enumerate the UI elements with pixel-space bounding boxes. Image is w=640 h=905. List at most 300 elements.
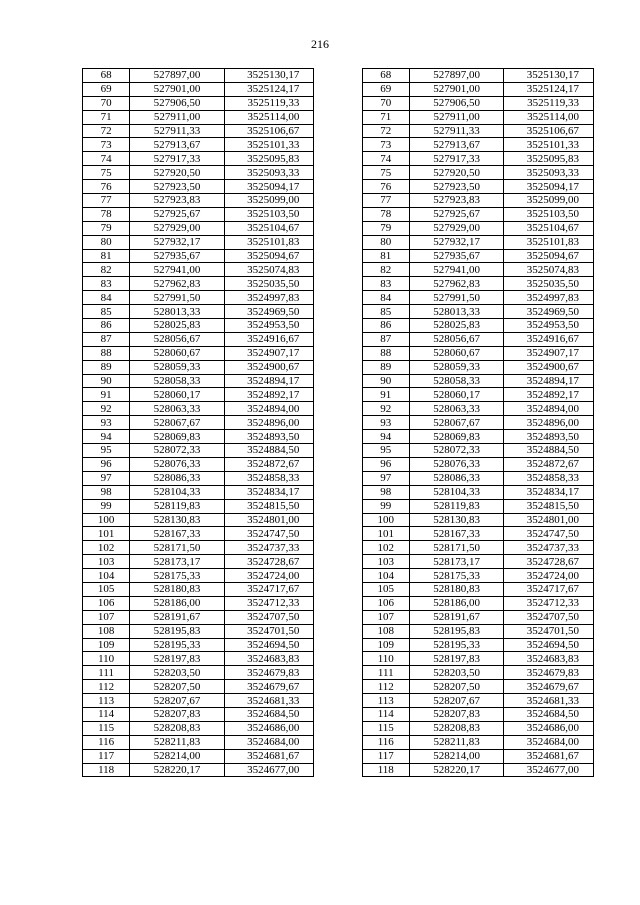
left-y-coordinate-cell: 3524893,50	[224, 430, 314, 444]
left-y-coordinate-cell: 3524858,33	[224, 471, 314, 485]
right-x-coordinate-cell: 528060,17	[409, 388, 504, 402]
column-gap	[314, 221, 362, 235]
left-point-number-cell: 110	[83, 652, 130, 666]
right-y-coordinate-cell: 3524728,67	[504, 555, 594, 569]
right-y-coordinate-cell: 3524916,67	[504, 332, 594, 346]
right-point-number-cell: 87	[362, 332, 409, 346]
coordinates-table	[82, 68, 594, 777]
right-y-coordinate-cell: 3525103,50	[504, 207, 594, 221]
right-point-number-cell: 107	[362, 610, 409, 624]
left-point-number-cell: 89	[83, 360, 130, 374]
column-gap	[314, 96, 362, 110]
right-y-coordinate-cell: 3525104,67	[504, 221, 594, 235]
left-x-coordinate-cell: 528191,67	[130, 610, 225, 624]
table-row	[83, 207, 594, 221]
right-x-coordinate-cell: 528175,33	[409, 569, 504, 583]
right-y-coordinate-cell: 3524815,50	[504, 499, 594, 513]
column-gap	[314, 457, 362, 471]
table-row	[83, 374, 594, 388]
right-y-coordinate-cell: 3524679,83	[504, 666, 594, 680]
right-point-number-cell: 89	[362, 360, 409, 374]
right-point-number-cell: 115	[362, 721, 409, 735]
left-point-number-cell: 98	[83, 485, 130, 499]
left-point-number-cell: 85	[83, 305, 130, 319]
right-point-number-cell: 74	[362, 152, 409, 166]
right-x-coordinate-cell: 527911,33	[409, 124, 504, 138]
table-row	[83, 110, 594, 124]
right-x-coordinate-cell: 527923,50	[409, 180, 504, 194]
right-x-coordinate-cell: 528167,33	[409, 527, 504, 541]
column-gap	[314, 541, 362, 555]
right-x-coordinate-cell: 527941,00	[409, 263, 504, 277]
left-point-number-cell: 80	[83, 235, 130, 249]
left-point-number-cell: 75	[83, 166, 130, 180]
table-row	[83, 694, 594, 708]
column-gap	[314, 596, 362, 610]
left-point-number-cell: 78	[83, 207, 130, 221]
right-x-coordinate-cell: 528207,67	[409, 694, 504, 708]
column-gap	[314, 485, 362, 499]
table-row	[83, 138, 594, 152]
left-y-coordinate-cell: 3524694,50	[224, 638, 314, 652]
table-row	[83, 624, 594, 638]
right-point-number-cell: 117	[362, 749, 409, 763]
left-y-coordinate-cell: 3524677,00	[224, 763, 314, 777]
left-y-coordinate-cell: 3525104,67	[224, 221, 314, 235]
right-point-number-cell: 105	[362, 582, 409, 596]
left-x-coordinate-cell: 528175,33	[130, 569, 225, 583]
column-gap	[314, 582, 362, 596]
left-point-number-cell: 105	[83, 582, 130, 596]
left-y-coordinate-cell: 3524997,83	[224, 291, 314, 305]
left-point-number-cell: 71	[83, 110, 130, 124]
left-point-number-cell: 104	[83, 569, 130, 583]
left-point-number-cell: 113	[83, 694, 130, 708]
column-gap	[314, 694, 362, 708]
left-y-coordinate-cell: 3524892,17	[224, 388, 314, 402]
table-row	[83, 416, 594, 430]
left-x-coordinate-cell: 528208,83	[130, 721, 225, 735]
table-row	[83, 430, 594, 444]
right-point-number-cell: 114	[362, 707, 409, 721]
right-y-coordinate-cell: 3524884,50	[504, 444, 594, 458]
left-y-coordinate-cell: 3524953,50	[224, 319, 314, 333]
right-x-coordinate-cell: 528195,33	[409, 638, 504, 652]
left-x-coordinate-cell: 528195,83	[130, 624, 225, 638]
right-x-coordinate-cell: 528072,33	[409, 444, 504, 458]
table-row	[83, 291, 594, 305]
right-point-number-cell: 96	[362, 457, 409, 471]
right-y-coordinate-cell: 3525074,83	[504, 263, 594, 277]
column-gap	[314, 513, 362, 527]
left-x-coordinate-cell: 527991,50	[130, 291, 225, 305]
table-row	[83, 319, 594, 333]
left-x-coordinate-cell: 528203,50	[130, 666, 225, 680]
left-x-coordinate-cell: 527935,67	[130, 249, 225, 263]
right-y-coordinate-cell: 3525099,00	[504, 194, 594, 208]
left-y-coordinate-cell: 3524724,00	[224, 569, 314, 583]
column-gap	[314, 152, 362, 166]
right-x-coordinate-cell: 527925,67	[409, 207, 504, 221]
right-y-coordinate-cell: 3525101,33	[504, 138, 594, 152]
left-point-number-cell: 82	[83, 263, 130, 277]
left-point-number-cell: 114	[83, 707, 130, 721]
left-y-coordinate-cell: 3524896,00	[224, 416, 314, 430]
left-y-coordinate-cell: 3524884,50	[224, 444, 314, 458]
table-row	[83, 763, 594, 777]
left-x-coordinate-cell: 528063,33	[130, 402, 225, 416]
right-point-number-cell: 113	[362, 694, 409, 708]
column-gap	[314, 499, 362, 513]
table-row	[83, 360, 594, 374]
table-row	[83, 235, 594, 249]
column-gap	[314, 680, 362, 694]
left-point-number-cell: 118	[83, 763, 130, 777]
left-point-number-cell: 91	[83, 388, 130, 402]
right-point-number-cell: 76	[362, 180, 409, 194]
right-x-coordinate-cell: 528195,83	[409, 624, 504, 638]
right-x-coordinate-cell: 527929,00	[409, 221, 504, 235]
left-x-coordinate-cell: 527941,00	[130, 263, 225, 277]
left-point-number-cell: 100	[83, 513, 130, 527]
left-y-coordinate-cell: 3524728,67	[224, 555, 314, 569]
table-row	[83, 721, 594, 735]
table-row	[83, 69, 594, 83]
right-point-number-cell: 86	[362, 319, 409, 333]
right-x-coordinate-cell: 527923,83	[409, 194, 504, 208]
right-x-coordinate-cell: 527911,00	[409, 110, 504, 124]
page-number: 216	[311, 37, 329, 51]
right-point-number-cell: 94	[362, 430, 409, 444]
column-gap	[314, 527, 362, 541]
left-x-coordinate-cell: 527923,50	[130, 180, 225, 194]
column-gap	[314, 652, 362, 666]
right-x-coordinate-cell: 528220,17	[409, 763, 504, 777]
column-gap	[314, 110, 362, 124]
right-point-number-cell: 118	[362, 763, 409, 777]
table-row	[83, 527, 594, 541]
left-x-coordinate-cell: 528056,67	[130, 332, 225, 346]
right-y-coordinate-cell: 3525119,33	[504, 96, 594, 110]
left-point-number-cell: 115	[83, 721, 130, 735]
column-gap	[314, 569, 362, 583]
left-y-coordinate-cell: 3525035,50	[224, 277, 314, 291]
table-row	[83, 194, 594, 208]
right-x-coordinate-cell: 527913,67	[409, 138, 504, 152]
table-row	[83, 166, 594, 180]
right-x-coordinate-cell: 527962,83	[409, 277, 504, 291]
column-gap	[314, 305, 362, 319]
right-point-number-cell: 102	[362, 541, 409, 555]
right-x-coordinate-cell: 528171,50	[409, 541, 504, 555]
column-gap	[314, 69, 362, 83]
right-point-number-cell: 103	[362, 555, 409, 569]
column-gap	[314, 721, 362, 735]
left-x-coordinate-cell: 528013,33	[130, 305, 225, 319]
right-y-coordinate-cell: 3524858,33	[504, 471, 594, 485]
left-x-coordinate-cell: 528195,33	[130, 638, 225, 652]
left-y-coordinate-cell: 3524894,17	[224, 374, 314, 388]
left-y-coordinate-cell: 3524681,33	[224, 694, 314, 708]
left-x-coordinate-cell: 528220,17	[130, 763, 225, 777]
left-x-coordinate-cell: 528186,00	[130, 596, 225, 610]
left-point-number-cell: 83	[83, 277, 130, 291]
right-y-coordinate-cell: 3524907,17	[504, 346, 594, 360]
right-point-number-cell: 68	[362, 69, 409, 83]
column-gap	[314, 194, 362, 208]
right-point-number-cell: 116	[362, 735, 409, 749]
right-point-number-cell: 92	[362, 402, 409, 416]
right-y-coordinate-cell: 3525106,67	[504, 124, 594, 138]
table-row	[83, 471, 594, 485]
left-point-number-cell: 116	[83, 735, 130, 749]
left-point-number-cell: 73	[83, 138, 130, 152]
left-point-number-cell: 90	[83, 374, 130, 388]
left-x-coordinate-cell: 528025,83	[130, 319, 225, 333]
right-point-number-cell: 91	[362, 388, 409, 402]
left-y-coordinate-cell: 3525106,67	[224, 124, 314, 138]
table-row	[83, 652, 594, 666]
left-y-coordinate-cell: 3525114,00	[224, 110, 314, 124]
table-row	[83, 485, 594, 499]
left-x-coordinate-cell: 527962,83	[130, 277, 225, 291]
column-gap	[314, 707, 362, 721]
right-x-coordinate-cell: 528180,83	[409, 582, 504, 596]
right-y-coordinate-cell: 3524893,50	[504, 430, 594, 444]
table-row	[83, 124, 594, 138]
left-y-coordinate-cell: 3524679,83	[224, 666, 314, 680]
left-point-number-cell: 69	[83, 82, 130, 96]
right-y-coordinate-cell: 3524900,67	[504, 360, 594, 374]
column-gap	[314, 138, 362, 152]
left-x-coordinate-cell: 528060,17	[130, 388, 225, 402]
right-point-number-cell: 81	[362, 249, 409, 263]
left-point-number-cell: 108	[83, 624, 130, 638]
right-y-coordinate-cell: 3524681,33	[504, 694, 594, 708]
right-point-number-cell: 104	[362, 569, 409, 583]
left-y-coordinate-cell: 3525124,17	[224, 82, 314, 96]
table-row	[83, 555, 594, 569]
right-point-number-cell: 88	[362, 346, 409, 360]
table-row	[83, 82, 594, 96]
column-gap	[314, 555, 362, 569]
left-point-number-cell: 84	[83, 291, 130, 305]
column-gap	[314, 471, 362, 485]
column-gap	[314, 374, 362, 388]
left-y-coordinate-cell: 3525095,83	[224, 152, 314, 166]
right-point-number-cell: 112	[362, 680, 409, 694]
column-gap	[314, 319, 362, 333]
left-x-coordinate-cell: 527932,17	[130, 235, 225, 249]
left-y-coordinate-cell: 3525101,83	[224, 235, 314, 249]
right-x-coordinate-cell: 528063,33	[409, 402, 504, 416]
left-point-number-cell: 96	[83, 457, 130, 471]
table-row	[83, 332, 594, 346]
right-x-coordinate-cell: 528197,83	[409, 652, 504, 666]
left-x-coordinate-cell: 528076,33	[130, 457, 225, 471]
right-y-coordinate-cell: 3525094,67	[504, 249, 594, 263]
table-row	[83, 402, 594, 416]
left-y-coordinate-cell: 3524894,00	[224, 402, 314, 416]
table-row	[83, 249, 594, 263]
right-point-number-cell: 90	[362, 374, 409, 388]
right-y-coordinate-cell: 3525093,33	[504, 166, 594, 180]
right-x-coordinate-cell: 528186,00	[409, 596, 504, 610]
column-gap	[314, 402, 362, 416]
right-point-number-cell: 110	[362, 652, 409, 666]
right-y-coordinate-cell: 3524677,00	[504, 763, 594, 777]
table-row	[83, 388, 594, 402]
right-point-number-cell: 108	[362, 624, 409, 638]
right-y-coordinate-cell: 3525094,17	[504, 180, 594, 194]
right-point-number-cell: 72	[362, 124, 409, 138]
right-y-coordinate-cell: 3524684,00	[504, 735, 594, 749]
right-point-number-cell: 109	[362, 638, 409, 652]
left-x-coordinate-cell: 527920,50	[130, 166, 225, 180]
left-y-coordinate-cell: 3524684,00	[224, 735, 314, 749]
left-y-coordinate-cell: 3524712,33	[224, 596, 314, 610]
right-point-number-cell: 78	[362, 207, 409, 221]
right-point-number-cell: 71	[362, 110, 409, 124]
left-y-coordinate-cell: 3525101,33	[224, 138, 314, 152]
right-x-coordinate-cell: 528119,83	[409, 499, 504, 513]
table-row	[83, 541, 594, 555]
column-gap	[314, 291, 362, 305]
left-y-coordinate-cell: 3524707,50	[224, 610, 314, 624]
left-y-coordinate-cell: 3524701,50	[224, 624, 314, 638]
right-y-coordinate-cell: 3524707,50	[504, 610, 594, 624]
table-row	[83, 221, 594, 235]
left-y-coordinate-cell: 3525099,00	[224, 194, 314, 208]
left-point-number-cell: 107	[83, 610, 130, 624]
right-point-number-cell: 70	[362, 96, 409, 110]
left-y-coordinate-cell: 3525094,17	[224, 180, 314, 194]
right-x-coordinate-cell: 527917,33	[409, 152, 504, 166]
left-point-number-cell: 76	[83, 180, 130, 194]
column-gap	[314, 277, 362, 291]
left-y-coordinate-cell: 3525103,50	[224, 207, 314, 221]
column-gap	[314, 416, 362, 430]
right-y-coordinate-cell: 3524894,00	[504, 402, 594, 416]
left-x-coordinate-cell: 528211,83	[130, 735, 225, 749]
right-x-coordinate-cell: 528207,50	[409, 680, 504, 694]
right-x-coordinate-cell: 528207,83	[409, 707, 504, 721]
right-point-number-cell: 79	[362, 221, 409, 235]
right-point-number-cell: 100	[362, 513, 409, 527]
column-gap	[314, 610, 362, 624]
left-point-number-cell: 94	[83, 430, 130, 444]
left-point-number-cell: 86	[83, 319, 130, 333]
column-gap	[314, 82, 362, 96]
left-point-number-cell: 93	[83, 416, 130, 430]
table-row	[83, 305, 594, 319]
table-row	[83, 96, 594, 110]
left-x-coordinate-cell: 528060,67	[130, 346, 225, 360]
right-point-number-cell: 73	[362, 138, 409, 152]
left-x-coordinate-cell: 528086,33	[130, 471, 225, 485]
left-point-number-cell: 101	[83, 527, 130, 541]
left-x-coordinate-cell: 528167,33	[130, 527, 225, 541]
column-gap	[314, 346, 362, 360]
left-x-coordinate-cell: 528067,67	[130, 416, 225, 430]
left-x-coordinate-cell: 528171,50	[130, 541, 225, 555]
right-point-number-cell: 111	[362, 666, 409, 680]
left-x-coordinate-cell: 528197,83	[130, 652, 225, 666]
coordinates-table-body	[83, 69, 594, 777]
right-y-coordinate-cell: 3524997,83	[504, 291, 594, 305]
left-point-number-cell: 111	[83, 666, 130, 680]
left-y-coordinate-cell: 3524717,67	[224, 582, 314, 596]
left-y-coordinate-cell: 3525074,83	[224, 263, 314, 277]
right-point-number-cell: 85	[362, 305, 409, 319]
column-gap	[314, 638, 362, 652]
column-gap	[314, 332, 362, 346]
right-x-coordinate-cell: 527991,50	[409, 291, 504, 305]
left-x-coordinate-cell: 528072,33	[130, 444, 225, 458]
table-row	[83, 610, 594, 624]
left-y-coordinate-cell: 3524801,00	[224, 513, 314, 527]
column-gap	[314, 666, 362, 680]
right-x-coordinate-cell: 527897,00	[409, 69, 504, 83]
table-row	[83, 569, 594, 583]
right-x-coordinate-cell: 528130,83	[409, 513, 504, 527]
left-point-number-cell: 117	[83, 749, 130, 763]
right-point-number-cell: 95	[362, 444, 409, 458]
right-x-coordinate-cell: 527901,00	[409, 82, 504, 96]
column-gap	[314, 624, 362, 638]
right-x-coordinate-cell: 527932,17	[409, 235, 504, 249]
column-gap	[314, 735, 362, 749]
right-point-number-cell: 80	[362, 235, 409, 249]
table-row	[83, 666, 594, 680]
column-gap	[314, 388, 362, 402]
right-x-coordinate-cell: 528059,33	[409, 360, 504, 374]
left-point-number-cell: 92	[83, 402, 130, 416]
right-x-coordinate-cell: 528060,67	[409, 346, 504, 360]
column-gap	[314, 166, 362, 180]
right-x-coordinate-cell: 528067,67	[409, 416, 504, 430]
left-x-coordinate-cell: 527911,00	[130, 110, 225, 124]
right-x-coordinate-cell: 528214,00	[409, 749, 504, 763]
right-y-coordinate-cell: 3524681,67	[504, 749, 594, 763]
right-y-coordinate-cell: 3525095,83	[504, 152, 594, 166]
column-gap	[314, 124, 362, 138]
left-point-number-cell: 72	[83, 124, 130, 138]
right-y-coordinate-cell: 3524737,33	[504, 541, 594, 555]
right-point-number-cell: 69	[362, 82, 409, 96]
left-point-number-cell: 74	[83, 152, 130, 166]
left-point-number-cell: 70	[83, 96, 130, 110]
left-x-coordinate-cell: 527913,67	[130, 138, 225, 152]
left-point-number-cell: 97	[83, 471, 130, 485]
right-y-coordinate-cell: 3524953,50	[504, 319, 594, 333]
table-row	[83, 596, 594, 610]
column-gap	[314, 749, 362, 763]
left-point-number-cell: 103	[83, 555, 130, 569]
right-y-coordinate-cell: 3525114,00	[504, 110, 594, 124]
left-x-coordinate-cell: 528173,17	[130, 555, 225, 569]
right-y-coordinate-cell: 3524896,00	[504, 416, 594, 430]
table-row	[83, 180, 594, 194]
left-x-coordinate-cell: 528207,50	[130, 680, 225, 694]
left-x-coordinate-cell: 527929,00	[130, 221, 225, 235]
left-x-coordinate-cell: 527923,83	[130, 194, 225, 208]
left-point-number-cell: 109	[83, 638, 130, 652]
left-y-coordinate-cell: 3525094,67	[224, 249, 314, 263]
left-y-coordinate-cell: 3524916,67	[224, 332, 314, 346]
right-y-coordinate-cell: 3524717,67	[504, 582, 594, 596]
left-point-number-cell: 106	[83, 596, 130, 610]
